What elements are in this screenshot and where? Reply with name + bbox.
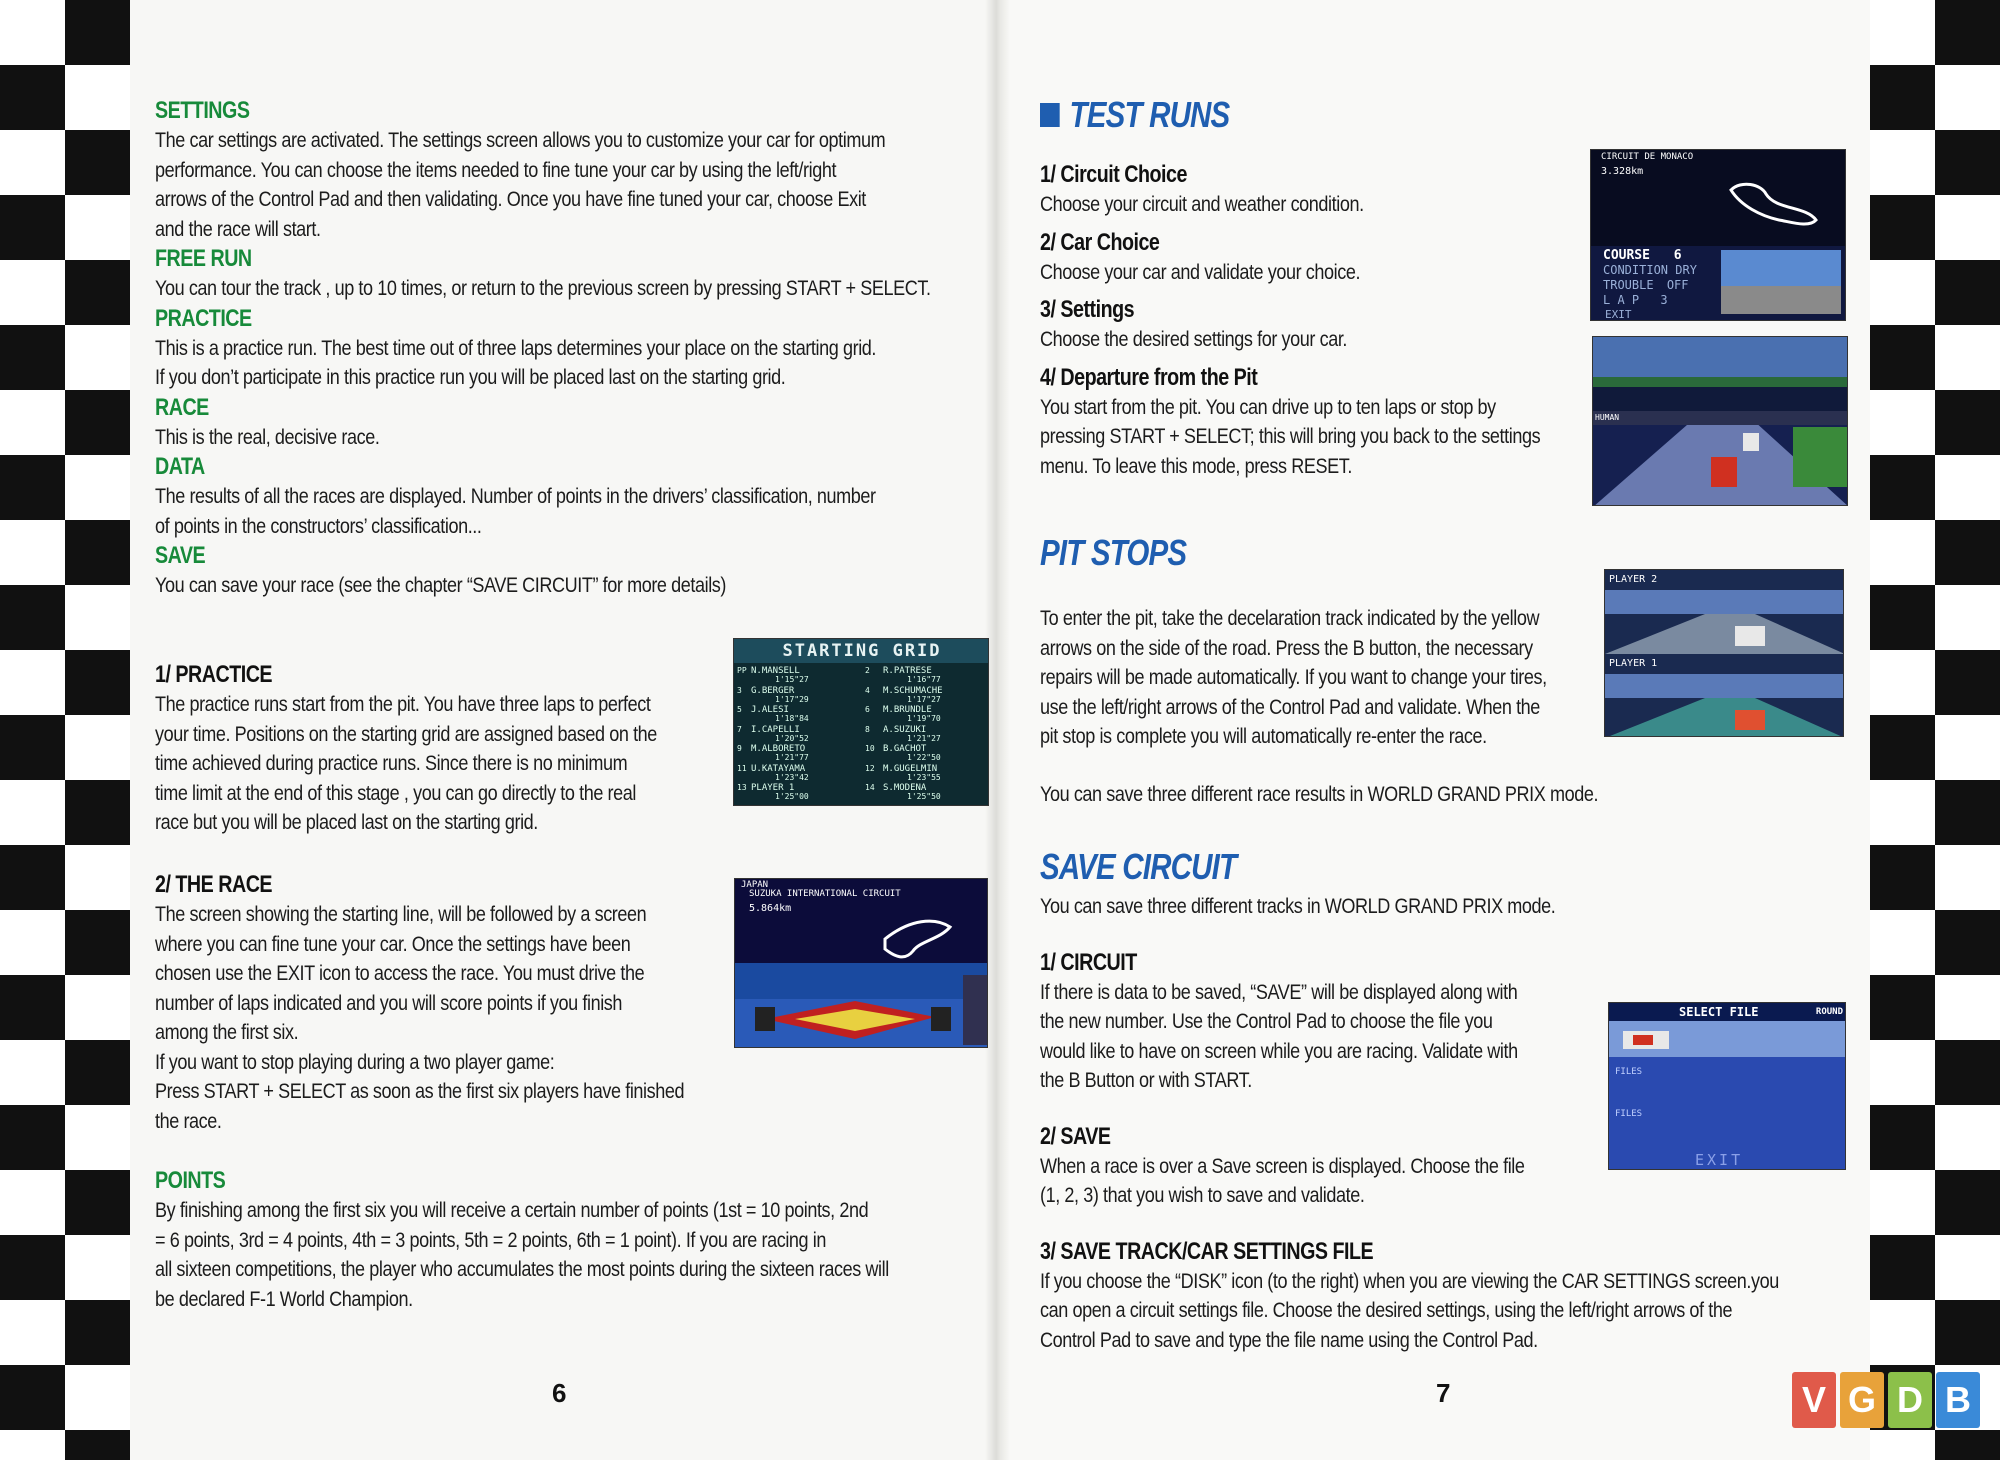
grid-position: PP xyxy=(737,666,747,675)
section-heading: SETTINGS xyxy=(155,97,250,124)
test-run-heading: 2/ Car Choice xyxy=(1040,228,1160,256)
grid-driver: B.GACHOT xyxy=(883,744,927,754)
pit-stops-title-text: PIT STOPS xyxy=(1040,532,1187,573)
points-line: By finishing among the first six you will receive a certain number of points (1st = 10 points, 2nd xyxy=(155,1198,869,1222)
grid-driver: A.SUZUKI xyxy=(883,724,927,735)
save-item-line: (1, 2, 3) that you wish to save and validate. xyxy=(1040,1183,1365,1207)
the-race-line: chosen use the EXIT icon to access the race. You must drive the xyxy=(155,961,645,985)
test-run-line: menu. To leave this mode, press RESET. xyxy=(1040,453,1352,478)
monaco-course xyxy=(1603,248,1682,263)
course-label: COURSE xyxy=(1603,248,1650,263)
intro-sections xyxy=(155,96,965,601)
save-item-line: If you choose the “DISK” icon (to the right) when you are viewing the CAR SETTINGS screen.you xyxy=(1040,1268,1779,1293)
save-circuit-intro: You can save three different tracks in WORLD GRAND PRIX mode. xyxy=(1040,894,1556,918)
grid-time: 1'17"29 xyxy=(775,694,809,704)
pit-stop-player1: PLAYER 1 xyxy=(1609,658,1658,669)
grid-driver: M.SCHUMACHE xyxy=(883,685,943,696)
lap-label: L A P xyxy=(1603,293,1640,307)
practice-line: time limit at the end of this stage , you can go directly to the real xyxy=(155,780,636,805)
monaco-exit: EXIT xyxy=(1605,308,1632,321)
select-file-screenshot xyxy=(1608,1002,1846,1170)
grid-position: 8 xyxy=(865,724,870,734)
monaco-screenshot xyxy=(1590,149,1846,321)
vgdb-logo-tile: V xyxy=(1792,1372,1836,1428)
page-number-right: 7 xyxy=(1436,1378,1451,1408)
free-run-section xyxy=(155,244,965,304)
grid-driver: I.CAPELLI xyxy=(751,724,800,735)
grid-position: 12 xyxy=(865,763,875,773)
select-file-files-1: FILES xyxy=(1615,1067,1643,1077)
grid-position: 2 xyxy=(865,666,870,675)
save-item-heading: 3/ SAVE TRACK/CAR SETTINGS FILE xyxy=(1040,1237,1374,1265)
grid-driver: M.GUGELMIN xyxy=(883,763,938,774)
practice-line: your time. Positions on the starting grid are assigned based on the xyxy=(155,721,657,746)
save-item-line: If there is data to be saved, “SAVE” will be displayed along with xyxy=(1040,979,1518,1004)
grid-position: 13 xyxy=(737,783,747,792)
pit-stops-line: use the left/right arrows of the Control Pad and validate. When the xyxy=(1040,694,1540,719)
grid-position: 10 xyxy=(865,744,875,753)
race-view-screenshot xyxy=(1592,336,1848,506)
section-line: You can save your race (see the chapter “SAVE CIRCUIT” for more details) xyxy=(155,573,727,597)
starting-grid-row xyxy=(737,764,987,784)
pit-stop-screenshot xyxy=(1604,569,1844,737)
grid-time: 1'20"52 xyxy=(775,733,809,743)
grid-time: 1'22"50 xyxy=(907,753,941,762)
pit-stop-player2: PLAYER 2 xyxy=(1609,574,1658,585)
race-view-human-label: HUMAN xyxy=(1595,413,1620,422)
suzuka-screenshot xyxy=(734,878,988,1048)
points-block xyxy=(155,1166,965,1314)
test-run-heading: 4/ Departure from the Pit xyxy=(1040,363,1258,391)
page-number-left: 6 xyxy=(552,1378,567,1408)
grid-driver: M.BRUNDLE xyxy=(883,705,932,715)
suzuka-length: 5.864km xyxy=(749,903,792,914)
suzuka-country: JAPAN xyxy=(741,880,769,890)
grid-driver: PLAYER 1 xyxy=(751,783,795,793)
starting-grid-row xyxy=(737,705,987,725)
save-section xyxy=(155,541,965,601)
test-runs-block xyxy=(1040,94,1600,481)
condition-value: DRY xyxy=(1675,263,1697,277)
the-race-line: If you want to stop playing during a two player game: xyxy=(155,1049,555,1074)
test-run-heading: 1/ Circuit Choice xyxy=(1040,161,1187,188)
save-item-line: would like to have on screen while you are racing. Validate with xyxy=(1040,1038,1518,1063)
practice-block xyxy=(155,660,715,838)
points-heading: POINTS xyxy=(155,1167,226,1194)
starting-grid-row xyxy=(737,783,987,803)
starting-grid-row xyxy=(737,725,987,745)
points-line: be declared F-1 World Champion. xyxy=(155,1286,413,1311)
monaco-lap xyxy=(1603,293,1668,307)
suzuka-circuit-name: SUZUKA INTERNATIONAL CIRCUIT xyxy=(749,889,901,899)
save-item-heading: 2/ SAVE xyxy=(1040,1122,1111,1150)
save-item-line: When a race is over a Save screen is displayed. Choose the file xyxy=(1040,1153,1525,1178)
grid-time: 1'21"77 xyxy=(775,753,809,762)
section-line: If you don’t participate in this practice run you will be placed last on the starting grid. xyxy=(155,365,786,389)
test-run-heading: 3/ Settings xyxy=(1040,296,1135,323)
monaco-trouble xyxy=(1603,278,1689,292)
grid-position: 5 xyxy=(737,705,742,714)
test-run-line: Choose your circuit and weather condition. xyxy=(1040,192,1364,216)
select-file-title: SELECT FILE xyxy=(1679,1005,1759,1019)
test-run-line: pressing START + SELECT; this will bring you back to the settings xyxy=(1040,424,1541,448)
monaco-circuit-name: CIRCUIT DE MONACO xyxy=(1601,152,1694,162)
section-heading: SAVE xyxy=(155,542,206,569)
starting-grid-rows xyxy=(737,666,987,803)
select-file-exit: EXIT xyxy=(1695,1151,1744,1169)
grid-time: 1'17"27 xyxy=(907,694,941,704)
the-race-line: number of laps indicated and you will score points if you finish xyxy=(155,990,623,1015)
save-item-line: the B Button or with START. xyxy=(1040,1068,1252,1092)
section-line: This is a practice run. The best time out of three laps determines your place on the starting grid. xyxy=(155,335,877,360)
practice-section xyxy=(155,304,965,393)
grid-time: 1'19"70 xyxy=(907,714,941,723)
the-race-line: Press START + SELECT as soon as the first six players have finished xyxy=(155,1079,685,1103)
select-file-header xyxy=(1609,1003,1846,1021)
starting-grid-screenshot xyxy=(733,638,989,806)
grid-time: 1'23"42 xyxy=(775,772,809,782)
vgdb-logo-tile: D xyxy=(1888,1372,1932,1428)
grid-driver: S.MODENA xyxy=(883,783,927,793)
data-section xyxy=(155,452,965,541)
pit-stops-note: You can save three different race results in WORLD GRAND PRIX mode. xyxy=(1040,781,1599,806)
pit-stops-line: repairs will be made automatically. If you want to change your tires, xyxy=(1040,665,1547,689)
grid-position: 14 xyxy=(865,783,875,792)
grid-driver: G.BERGER xyxy=(751,685,795,696)
monaco-length: 3.328km xyxy=(1601,166,1644,177)
section-line: The results of all the races are displayed. Number of points in the drivers’ classification, number xyxy=(155,484,876,508)
test-run-line: Choose the desired settings for your car. xyxy=(1040,327,1348,351)
monaco-condition xyxy=(1603,263,1697,277)
save-item-line: the new number. Use the Control Pad to choose the file you xyxy=(1040,1009,1493,1033)
grid-position: 9 xyxy=(737,744,742,753)
test-runs-title xyxy=(1040,94,1499,136)
starting-grid-row xyxy=(737,744,987,764)
the-race-line: among the first six. xyxy=(155,1020,299,1044)
the-race-line: the race. xyxy=(155,1108,222,1133)
grid-time: 1'15"27 xyxy=(775,675,809,684)
points-line: = 6 points, 3rd = 4 points, 4th = 3 points, 5th = 2 points, 6th = 1 point). If you are racing in xyxy=(155,1227,827,1252)
the-race-heading: 2/ THE RACE xyxy=(155,871,273,898)
title-square-icon xyxy=(1040,103,1060,127)
vgdb-watermark xyxy=(1792,1372,1980,1428)
starting-grid-row xyxy=(737,686,987,706)
the-race-block xyxy=(155,870,715,1136)
grid-time: 1'23"55 xyxy=(907,772,941,782)
grid-driver: J.ALESI xyxy=(751,705,789,715)
section-heading: RACE xyxy=(155,393,209,421)
practice-line: race but you will be placed last on the starting grid. xyxy=(155,810,538,834)
checkered-border-left xyxy=(0,0,130,1460)
section-heading: FREE RUN xyxy=(155,245,252,272)
grid-position: 11 xyxy=(737,763,747,773)
practice-line: The practice runs start from the pit. You have three laps to perfect xyxy=(155,692,651,716)
save-item-line: Control Pad to save and type the file name using the Control Pad. xyxy=(1040,1327,1538,1352)
test-run-line: Choose your car and validate your choice. xyxy=(1040,259,1361,284)
save-item-line: can open a circuit settings file. Choose the desired settings, using the left/right arrows of the xyxy=(1040,1298,1733,1322)
settings-section xyxy=(155,96,965,244)
pit-stops-line: arrows on the side of the road. Press the B button, the necessary xyxy=(1040,635,1533,660)
lap-value: 3 xyxy=(1660,293,1668,307)
pit-stops-block xyxy=(1040,532,1600,809)
starting-grid-title: STARTING GRID xyxy=(734,639,989,663)
points-line: all sixteen competitions, the player who accumulates the most points during the sixteen races will xyxy=(155,1257,889,1281)
grid-driver: M.ALBORETO xyxy=(751,744,806,754)
grid-driver: N.MANSELL xyxy=(751,666,800,676)
section-line: and the race will start. xyxy=(155,216,321,241)
grid-time: 1'25"50 xyxy=(907,792,941,801)
starting-grid-row xyxy=(737,666,987,686)
section-line: This is the real, decisive race. xyxy=(155,424,380,449)
trouble-label: TROUBLE xyxy=(1603,278,1654,292)
pit-stop-scene xyxy=(1605,570,1844,737)
select-file-thumbnail xyxy=(1609,1021,1846,1057)
checkered-border-right xyxy=(1870,0,2000,1460)
vgdb-logo-tile: G xyxy=(1840,1372,1884,1428)
save-item-heading: 1/ CIRCUIT xyxy=(1040,948,1137,976)
course-value: 6 xyxy=(1673,248,1682,263)
select-file-round: ROUND xyxy=(1815,1007,1843,1017)
trouble-value: OFF xyxy=(1666,278,1689,292)
condition-label: CONDITION xyxy=(1603,263,1669,277)
grid-driver: R.PATRESE xyxy=(883,666,932,676)
grid-position: 4 xyxy=(865,685,870,695)
practice-heading: 1/ PRACTICE xyxy=(155,661,273,688)
test-run-line: You start from the pit. You can drive up to ten laps or stop by xyxy=(1040,394,1496,419)
grid-time: 1'21"27 xyxy=(907,733,941,743)
section-line: The car settings are activated. The settings screen allows you to customize your car for optimum xyxy=(155,128,886,152)
vgdb-logo-tile: B xyxy=(1936,1372,1980,1428)
save-circuit-title-text: SAVE CIRCUIT xyxy=(1040,846,1237,887)
grid-position: 3 xyxy=(737,685,742,695)
pit-stops-title xyxy=(1040,532,1499,574)
practice-line: time achieved during practice runs. Since there is no minimum xyxy=(155,751,628,775)
test-runs-title-text: TEST RUNS xyxy=(1069,94,1230,135)
save-circuit-title xyxy=(1040,846,1696,888)
section-heading: DATA xyxy=(155,453,205,480)
section-line: of points in the constructors’ classification... xyxy=(155,513,482,538)
pit-stops-line: To enter the pit, take the decelaration track indicated by the yellow xyxy=(1040,606,1540,630)
section-line: You can tour the track , up to 10 times, or return to the previous screen by pressing START + SELECT. xyxy=(155,276,931,300)
select-file-files-2: FILES xyxy=(1615,1109,1643,1119)
grid-time: 1'16"77 xyxy=(907,675,941,684)
grid-driver: U.KATAYAMA xyxy=(751,763,806,774)
section-heading: PRACTICE xyxy=(155,304,252,332)
grid-time: 1'25"00 xyxy=(775,792,809,801)
section-line: arrows of the Control Pad and then validating. Once you have fine tuned your car, choose Exit xyxy=(155,187,866,211)
section-line: performance. You can choose the items needed to fine tune your car by using the left/right xyxy=(155,157,837,182)
grid-position: 6 xyxy=(865,705,870,714)
suzuka-track-map xyxy=(735,879,988,1048)
the-race-line: The screen showing the starting line, will be followed by a screen xyxy=(155,902,647,926)
race-section xyxy=(155,393,965,453)
grid-position: 7 xyxy=(737,724,742,734)
pit-stops-line: pit stop is complete you will automatically re-enter the race. xyxy=(1040,724,1487,748)
the-race-line: where you can fine tune your car. Once the settings have been xyxy=(155,931,631,956)
grid-time: 1'18"84 xyxy=(775,714,809,723)
race-view-scene xyxy=(1593,337,1848,506)
